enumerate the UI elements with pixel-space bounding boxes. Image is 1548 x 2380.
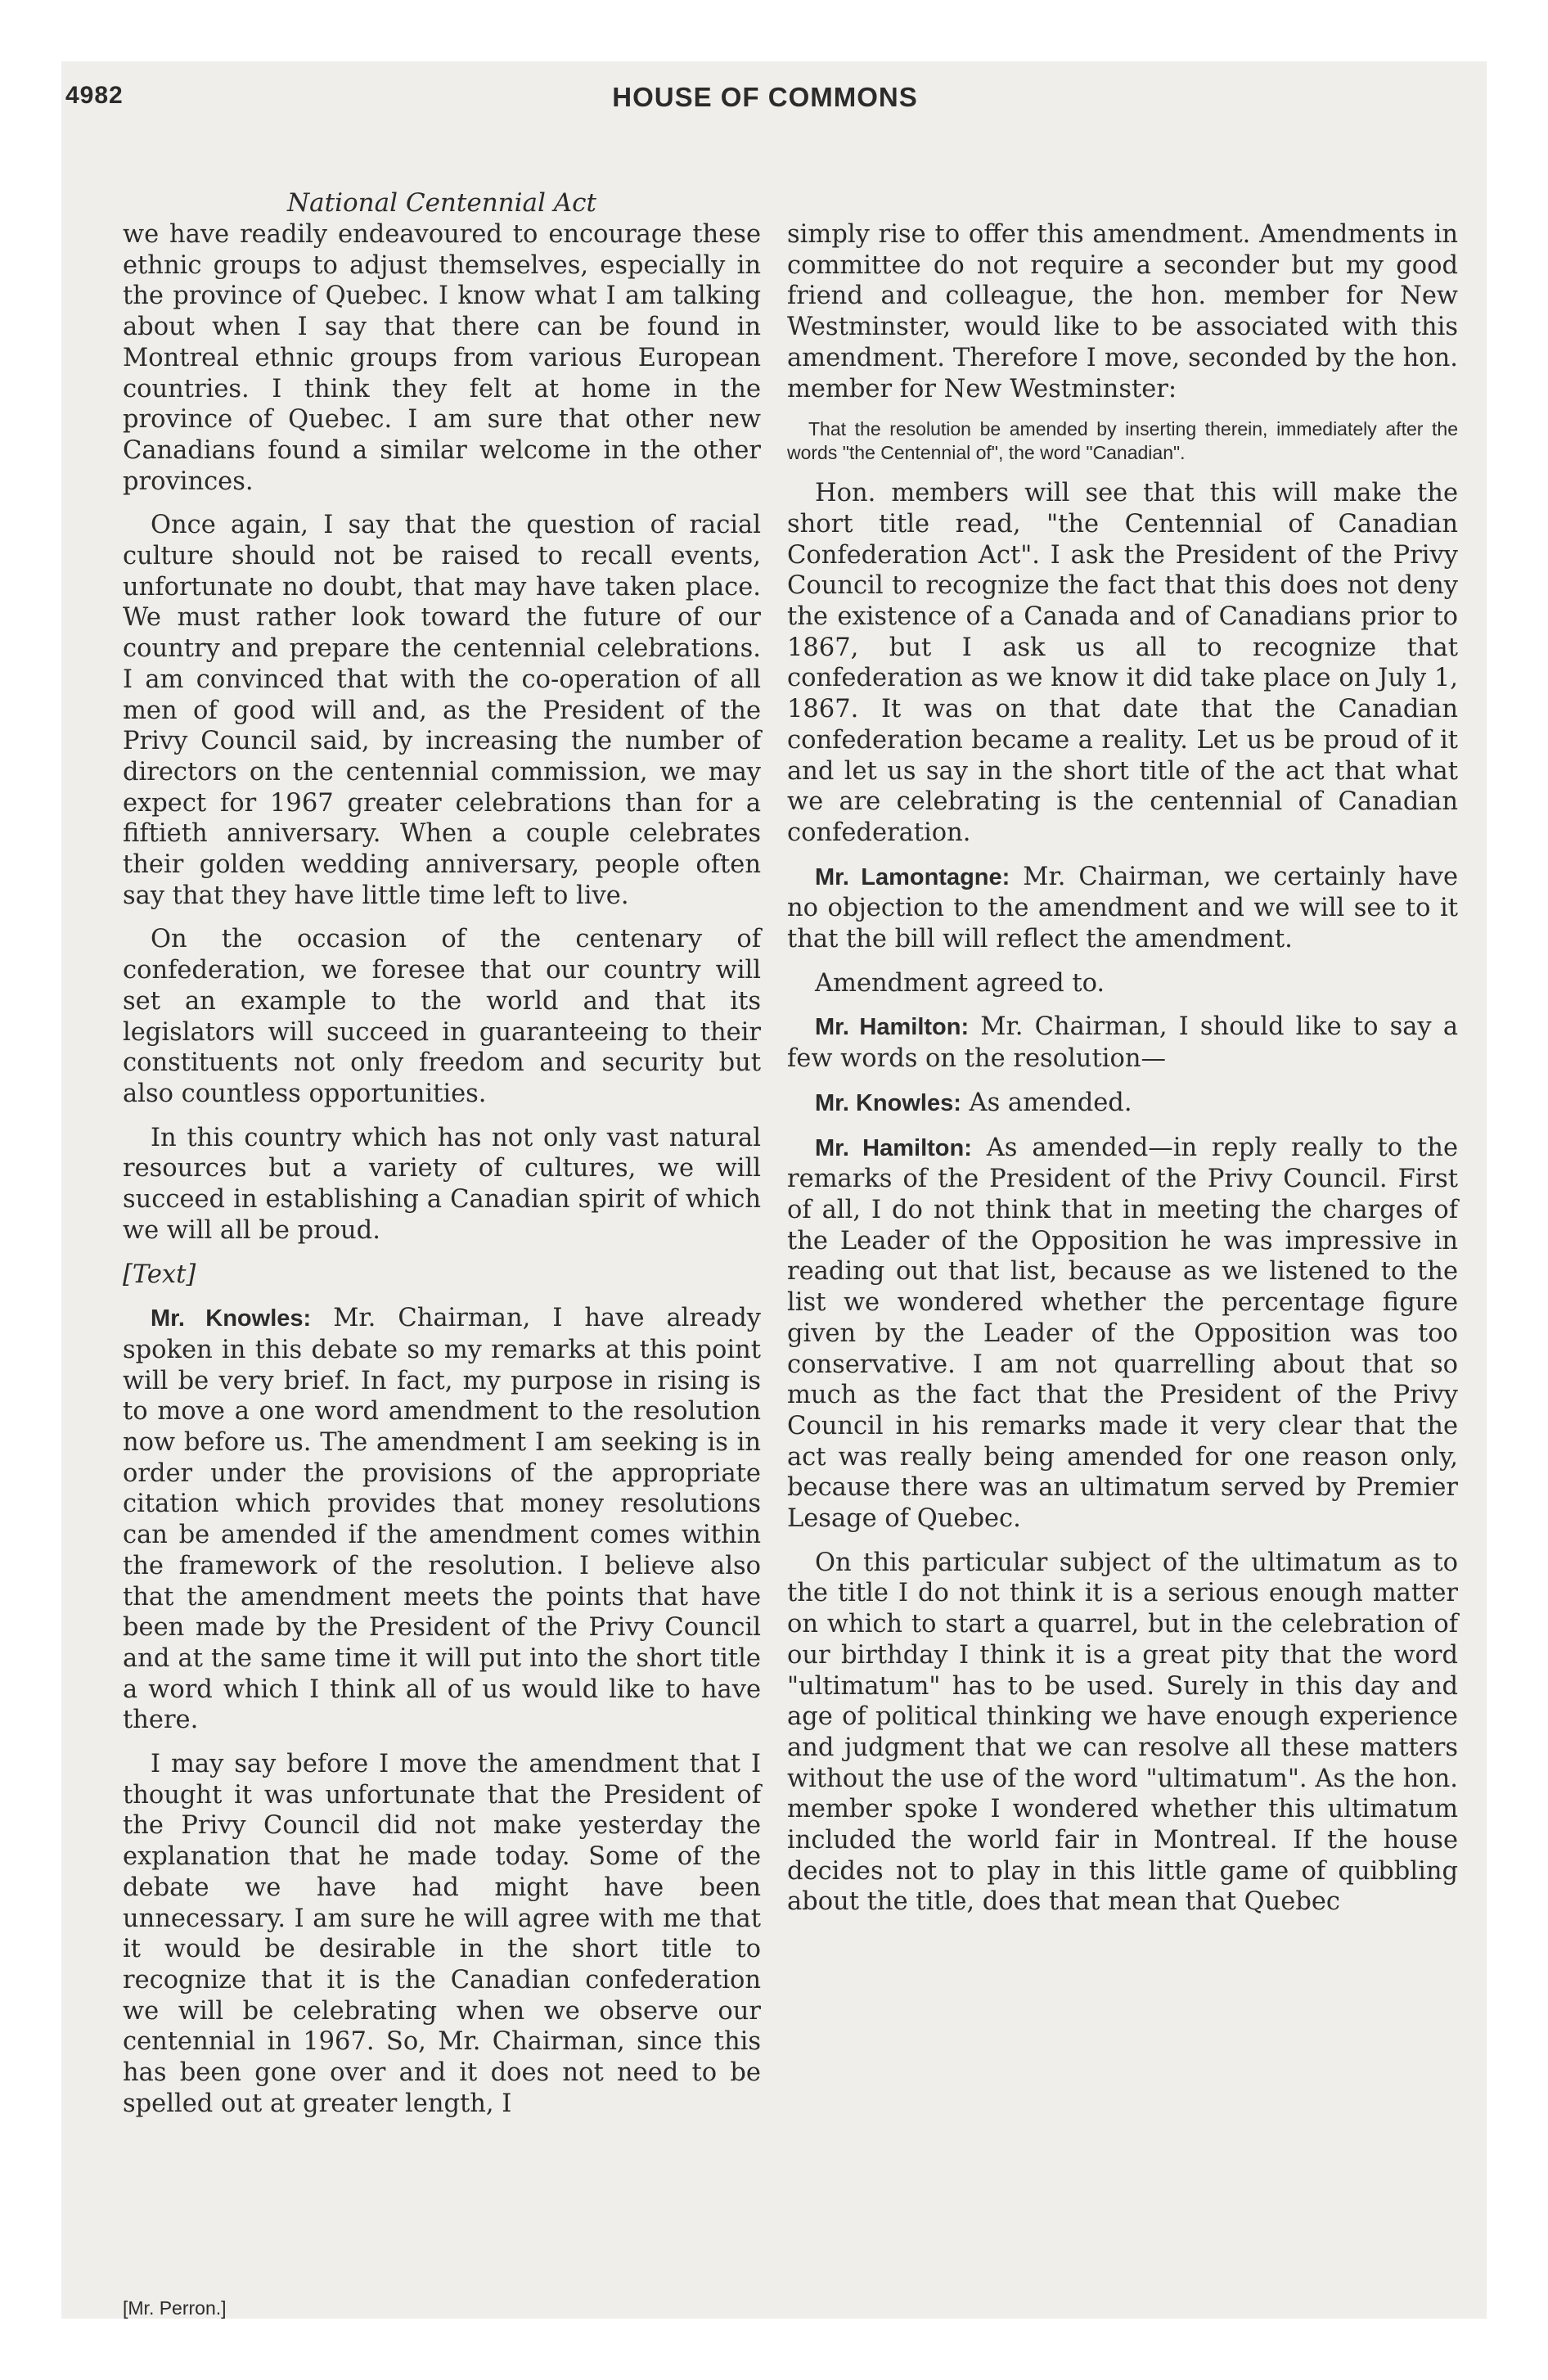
paragraph: Hon. members will see that this will make the short title read, "the Centennial of Canadian Confederation Act". I ask the President of the Privy Council to recognize the fact that this does not deny the existence of a Canada and of Canadians prior to 1867, but I ask us all to recognize that confederation as we know it did take place on July 1, 1867. It was on that date that the Canadian confederation became a reality. Let us be proud of it and let us say in the short title of the act that what we are celebrating is the centennial of Canadian confederation.: [787, 479, 1458, 847]
paragraph: [787, 862, 1458, 955]
page-header: [65, 82, 1465, 131]
speaker-name: Mr. Knowles:: [151, 1305, 312, 1332]
speaker-name: Mr. Knowles:: [815, 1089, 961, 1116]
paragraph: Amendment agreed to.: [815, 968, 1105, 998]
speaker-name: Mr. Hamilton:: [815, 1134, 972, 1161]
paragraph: [787, 1012, 1458, 1074]
language-marker: [Text]: [123, 1260, 196, 1289]
speaker-name: Mr. Lamontagne:: [815, 863, 1010, 890]
speech-text: Mr. Chairman, I should like to say a few words on the resolution—: [787, 1012, 1459, 1074]
journal-title: HOUSE OF COMMONS: [612, 82, 918, 112]
speech-text: Mr. Chairman, I have already spoken in this debate so my remarks at this point will be very brief. In fact, my purpose in rising is to move a one word amendment to the resolution now before us. The amendment I am seeking is in order under the provisions of the appropriate citation which provides that money resolutions can be amended if the amendment comes within the framework of the resolution. I believe also that the amendment meets the points that have been made by the President of the Privy Council and at the same time it will put into the short title a word which I think all of us would like to have there.: [123, 1304, 762, 1735]
paragraph: Once again, I say that the question of racial culture should not be raised to recall events, unfortunate no doubt, that may have taken place. We must rather look toward the future of our country and prepare the centennial celebrations. I am convinced that with the co-operation of all men of good will and, as the President of the Privy Council said, by increasing the number of directors on the centennial commission, we may expect for 1967 greater celebrations than for a fiftieth anniversary. When a couple celebrates their golden wedding anniversary, people often say that they have little time left to live.: [123, 511, 761, 910]
speech-text: As amended.: [961, 1088, 1132, 1117]
paragraph: [787, 1088, 1458, 1120]
paragraph: On the occasion of the centenary of confederation, we foresee that our country will set an example to the world and that its legislators will succeed in guaranteeing to their constituents not only freedom and security but also countless opportunities.: [123, 925, 761, 1108]
paragraph: we have readily endeavoured to encourage these ethnic groups to adjust themselves, especially in the province of Quebec. I know what I am talking about when I say that there can be found in Montreal ethnic groups from various European countries. I think they felt at home in the province of Quebec. I am sure that other new Canadians found a similar welcome in the other provinces.: [123, 220, 761, 496]
speech-text: Mr. Chairman, we certainly have no objection to the amendment and we will see to it that the bill will reflect the amendment.: [787, 862, 1459, 954]
footer-note: [Mr. Perron.]: [123, 2297, 227, 2319]
speech-text: As amended—in reply really to the remarks of the President of the Privy Council. First of all, I do not think that in meeting the charges of the Leader of the Opposition he was impressive in reading out that list, because as we listened to the list we wondered whether the percentage figure given by the Leader of the Opposition was too conservative. I am not quarrelling about that so much as the fact that the President of the Privy Council in his remarks made it very clear that the act was really being amended for one reason only, because there was an ultimatum served by Premier Lesage of Quebec.: [787, 1133, 1458, 1534]
paragraph: [123, 1303, 761, 1736]
speaker-name: Mr. Hamilton:: [815, 1014, 970, 1041]
motion-text: That the resolution be amended by inserting therein, immediately after the words "the Centennial of", the word "Canadian".: [787, 418, 1458, 464]
paragraph: simply rise to offer this amendment. Amendments in committee do not require a seconder but my good friend and colleague, the hon. member for New Westminster, would like to be associated with this amendment. Therefore I move, seconded by the hon. member for New Westminster:: [787, 220, 1458, 403]
paragraph: In this country which has not only vast natural resources but a variety of cultures, we will succeed in establishing a Canadian spirit of which we will all be proud.: [123, 1123, 761, 1245]
right-column: [787, 219, 1458, 1918]
running-head: National Centennial Act: [287, 188, 596, 218]
left-column: [123, 219, 761, 2119]
paragraph: I may say before I move the amendment that I thought it was unfortunate that the President of the Privy Council did not make yesterday the explanation that he made today. Some of the debate we have had might have been unnecessary. I am sure he will agree with me that it would be desirable in the short title to recognize that it is the Canadian confederation we will be celebrating when we observe our centennial in 1967. So, Mr. Chairman, since this has been gone over and it does not need to be spelled out at greater length, I: [123, 1750, 761, 2118]
paragraph: On this particular subject of the ultimatum as to the title I do not think it is a serious enough matter on which to start a quarrel, but in the celebration of our birthday I think it is a great pity that the word "ultimatum" has to be used. Surely in this day and age of political thinking we have enough experience and judgment that we can resolve all these matters without the use of the word "ultimatum". As the hon. member spoke I wondered whether this ultimatum included the world fair in Montreal. If the house decides not to play in this little game of quibbling about the title, does that mean that Quebec: [787, 1548, 1458, 1917]
paragraph: [787, 1133, 1458, 1535]
page-number: 4982: [65, 82, 124, 109]
